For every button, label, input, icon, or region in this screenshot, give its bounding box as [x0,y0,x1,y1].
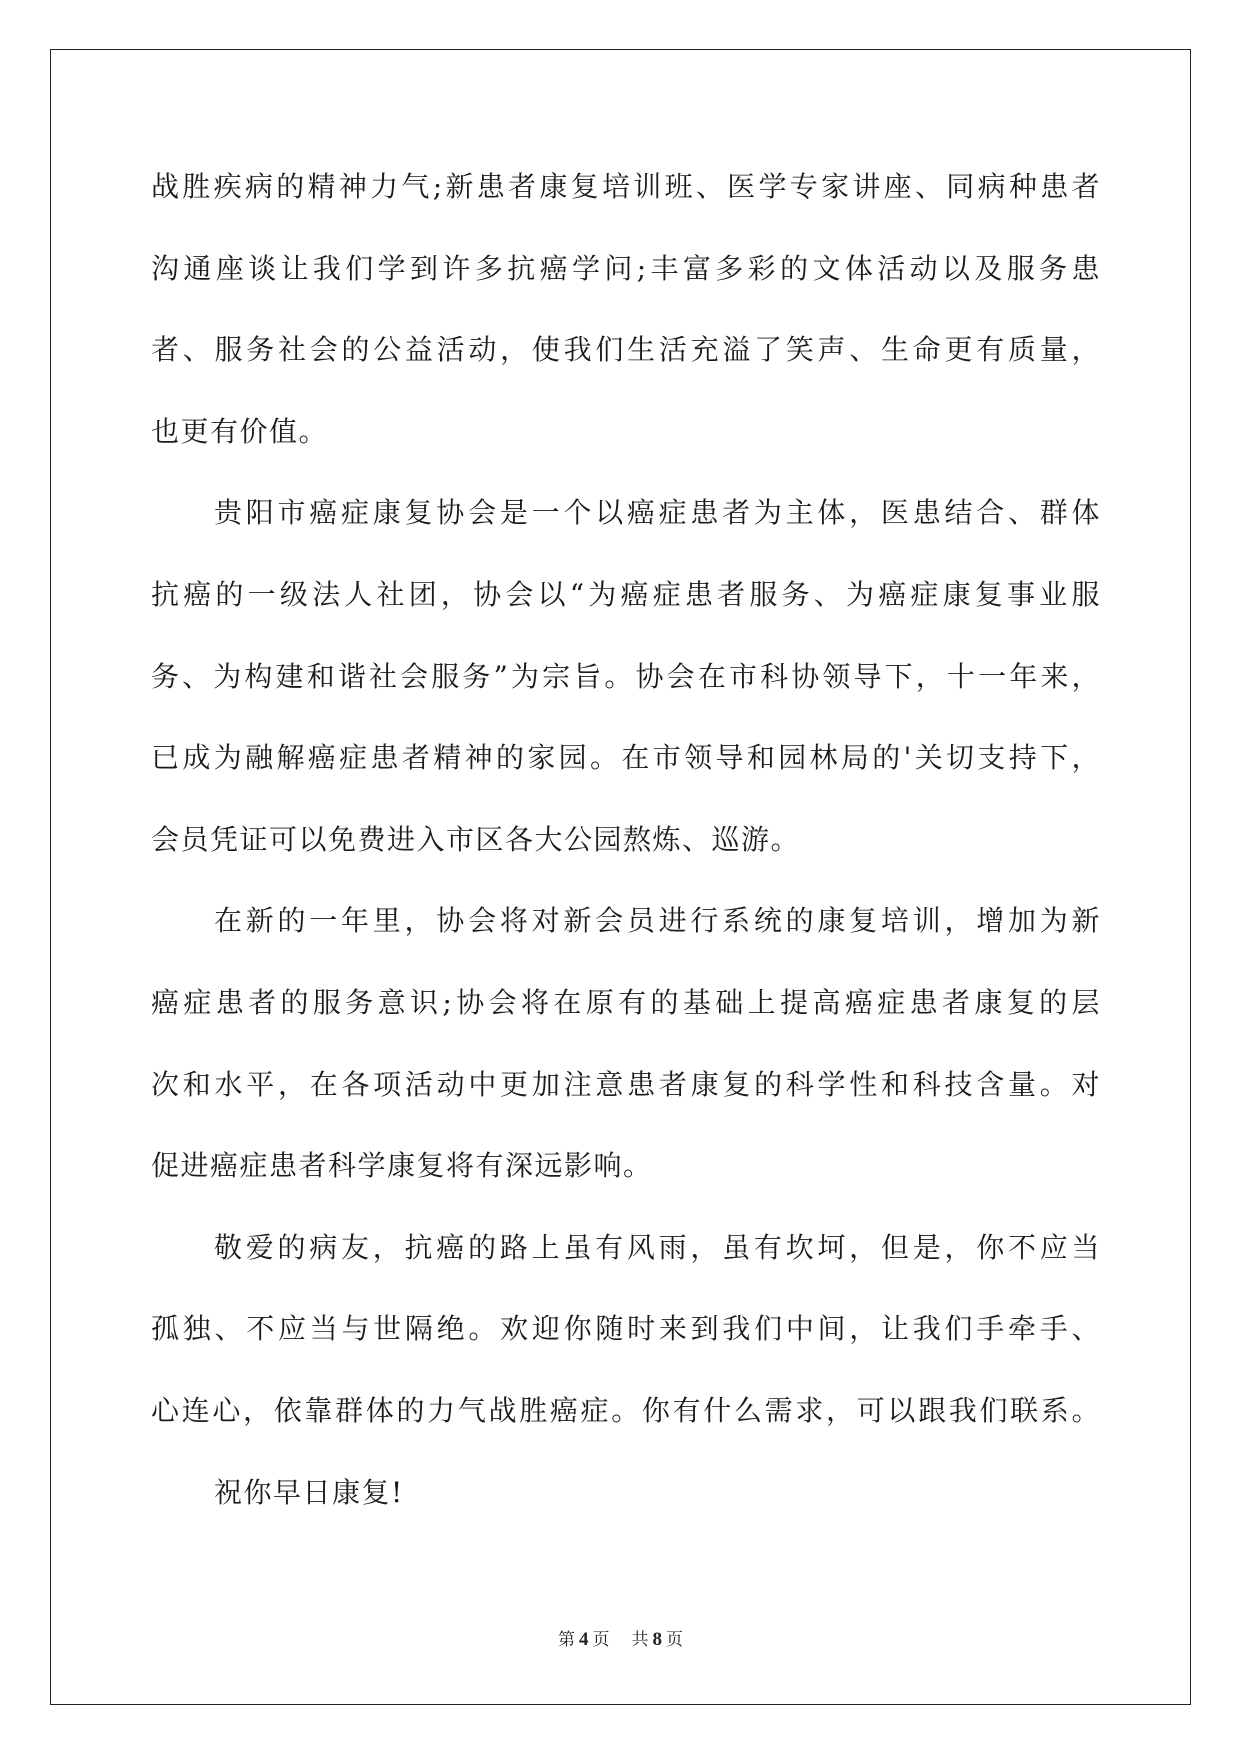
current-page-number: 4 [579,1629,589,1650]
page-prefix: 第 [558,1630,575,1649]
page-unit: 页 [592,1630,610,1649]
text-line: 已成为融解癌症患者精神的家园。在市领导和园林局的'关切支持下， [151,741,1101,775]
text-line: 心连心，依靠群体的力气战胜癌症。你有什么需求，可以跟我们联系。 [151,1393,1101,1427]
text-line: 务、为构建和谐社会服务”为宗旨。协会在市科协领导下，十一年来， [151,659,1101,693]
text-line: 也更有价值。 [151,414,329,448]
text-line: 沟通座谈让我们学到许多抗癌学问;丰富多彩的文体活动以及服务患 [151,251,1101,285]
document-body [151,162,1101,1549]
text-line: 战胜疾病的精神力气;新患者康复培训班、医学专家讲座、同病种患者 [151,170,1101,203]
text-line: 孤独、不应当与世隔绝。欢迎你随时来到我们中间，让我们手牵手、 [151,1312,1101,1346]
text-line: 癌症患者的服务意识;协会将在原有的基础上提高癌症患者康复的层 [151,985,1101,1019]
text-line: 次和水平，在各项活动中更加注意患者康复的科学性和科技含量。对 [151,1067,1101,1101]
text-line: 祝你早日康复! [214,1475,404,1509]
text-line: 贵阳市癌症康复协会是一个以癌症患者为主体，医患结合、群体 [214,496,1101,530]
total-unit: 页 [666,1630,683,1649]
text-line: 会员凭证可以免费进入市区各大公园熬炼、巡游。 [151,822,801,856]
text-line: 敬爱的病友，抗癌的路上虽有风雨，虽有坎坷，但是，你不应当 [214,1230,1101,1264]
total-prefix: 共 [631,1630,649,1649]
text-line: 在新的一年里，协会将对新会员进行系统的康复培训，增加为新 [214,904,1101,938]
text-line: 者、服务社会的公益活动，使我们生活充溢了笑声、生命更有质量， [151,333,1101,367]
text-line: 促进癌症患者科学康复将有深远影响。 [151,1149,653,1183]
page-footer [0,1625,1241,1651]
text-line: 抗癌的一级法人社团，协会以“为癌症患者服务、为癌症康复事业服 [151,577,1101,611]
total-page-count: 8 [652,1629,662,1650]
